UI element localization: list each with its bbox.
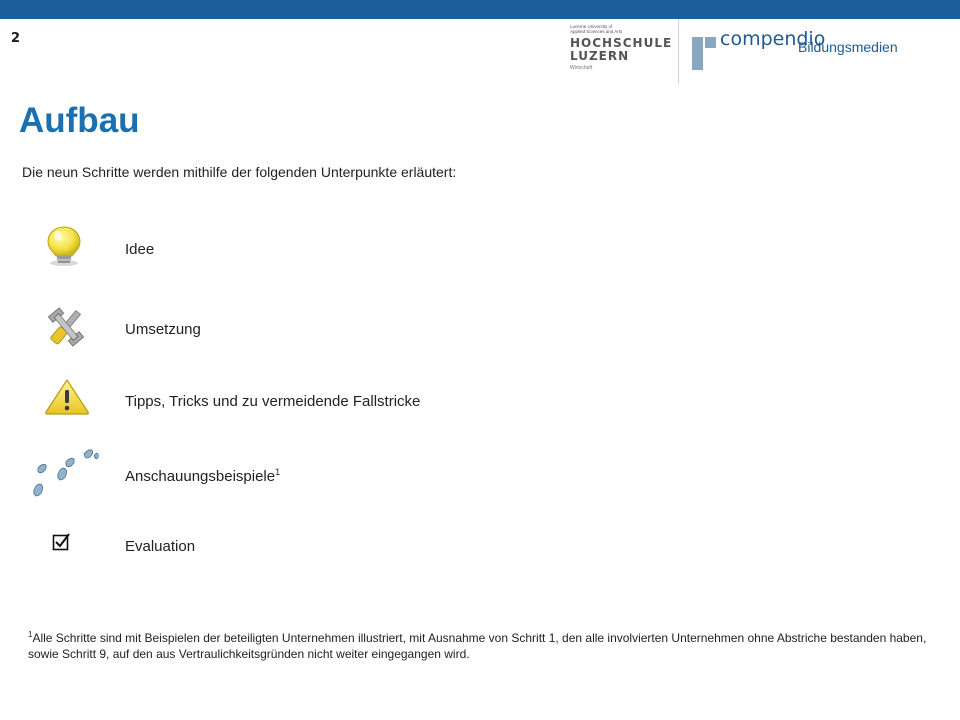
list-item <box>0 228 700 268</box>
compendio-sub: Bildungsmedien <box>798 39 898 55</box>
hslu-name1: HOCHSCHULE <box>570 36 673 50</box>
hslu-line1: Lucerne University of <box>570 24 613 29</box>
footnote <box>28 627 928 662</box>
item-label: Evaluation <box>125 538 196 555</box>
hslu-dept: Wirtschaft <box>570 65 593 71</box>
hslu-logo <box>570 24 680 84</box>
item-label-text: Anschauungsbeispiele <box>125 468 276 485</box>
compendio-name: compendio <box>720 28 826 50</box>
hslu-name2: LUZERN <box>570 49 630 63</box>
list-item <box>0 308 700 348</box>
item-label: Idee <box>125 241 155 258</box>
item-label: Tipps, Tricks und zu vermeidende Fallstricke <box>125 393 421 410</box>
footprints-icon <box>30 444 102 500</box>
list-item <box>0 378 700 418</box>
item-label: Umsetzung <box>125 321 201 338</box>
page-title: Aufbau <box>19 101 140 140</box>
page-number: 2 <box>11 31 21 46</box>
logo-divider <box>678 19 679 84</box>
footnote-ref: 1 <box>275 467 281 477</box>
warning-icon <box>44 378 90 416</box>
top-bar <box>0 0 960 19</box>
tools-icon <box>42 306 90 348</box>
intro-text: Die neun Schritte werden mithilfe der folgenden Unterpunkte erläutert: <box>22 164 457 180</box>
lightbulb-icon <box>40 224 86 270</box>
list-item <box>0 446 700 486</box>
footnote-marker: 1 <box>28 630 33 639</box>
list-item <box>0 530 700 570</box>
checkbox-icon <box>52 532 72 552</box>
item-label <box>125 468 280 485</box>
hslu-line2: Applied Sciences and Arts <box>570 29 623 34</box>
footnote-text: Alle Schritte sind mit Beispielen der beteiligten Unternehmen illustriert, mit Ausnahme von Schritt 1, den alle involvierten Unternehmen ohne Abstriche bestanden haben, sowie Schritt 9, auf den aus Vertraulichkeitsgründen nicht weiter eingegangen wird. <box>28 631 927 661</box>
